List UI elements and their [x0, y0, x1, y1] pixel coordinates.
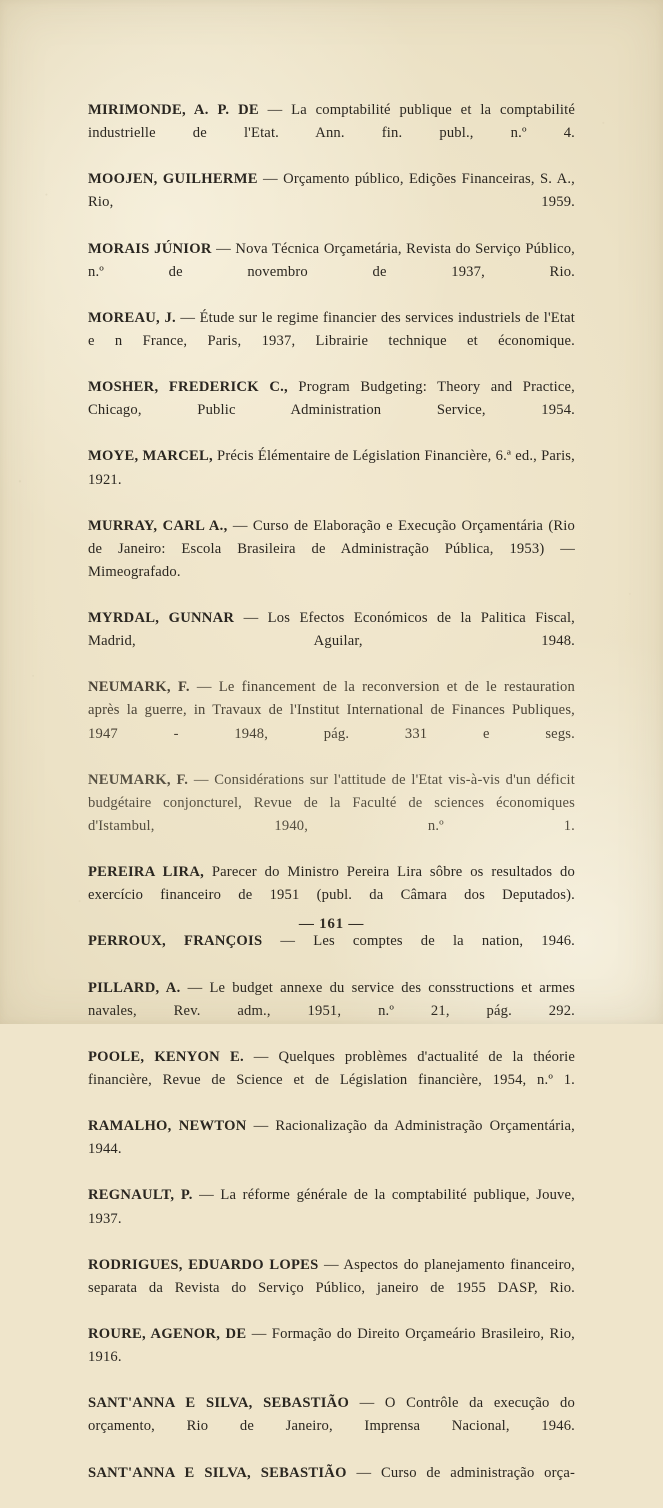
entry-reference: — La comptabilité publique et la comptabilité industrielle de l'Etat. Ann. fin. publ., n.º 4.: [88, 102, 576, 142]
bibliography-entry: [88, 1115, 575, 1184]
bibliography-entry: [88, 769, 575, 861]
entry-reference: Précis Élémentaire de Législation Financière, 6.ª ed., Paris, 1921.: [88, 448, 575, 488]
entry-author: NEUMARK, F.: [88, 771, 189, 788]
entry-author: PEREIRA LIRA,: [88, 864, 205, 881]
bibliography-entry: [88, 99, 575, 168]
entry-reference: — Curso de administração orça-: [346, 1464, 576, 1481]
entry-author: RODRIGUES, EDUARDO LOPES: [88, 1256, 319, 1273]
bibliography-entry: [88, 607, 575, 676]
entry-author: SANT'ANNA E SILVA, SEBASTIÃO: [88, 1464, 347, 1481]
entry-reference: — La réforme générale de la comptabilité publique, Jouve, 1937.: [88, 1187, 575, 1227]
entry-author: MORAIS JÚNIOR: [88, 240, 212, 257]
entry-author: POOLE, KENYON E.: [88, 1048, 244, 1065]
page-number: — 161 —: [298, 916, 365, 932]
entry-reference: — Les comptes de la nation, 1946.: [262, 933, 575, 950]
bibliography-entry: [88, 445, 575, 514]
entry-author: MOREAU, J.: [88, 309, 176, 326]
entry-reference: — Étude sur le regime financier des services industriels de l'Etat e n France, Paris, 1937, Librairie technique et économique.: [88, 309, 575, 349]
entry-author: RAMALHO, NEWTON: [88, 1118, 247, 1135]
entry-reference: Parecer do Ministro Pereira Lira sôbre os resultados do exercício financeiro de 1951 (publ. da Câmara dos Deputados).: [88, 864, 575, 904]
entry-reference: — Quelques problèmes d'actualité de la théorie financière, Revue de Science et de Législation financière, 1954, n.º 1.: [88, 1048, 575, 1088]
entry-reference: — Le budget annexe du service des consstructions et armes navales, Rev. adm., 1951, n.º 21, pág. 292.: [88, 979, 575, 1019]
entry-author: MIRIMONDE, A. P. DE: [88, 102, 259, 118]
bibliography-entry: [88, 238, 575, 307]
entry-author: REGNAULT, P.: [88, 1187, 193, 1204]
entry-author: MOOJEN, GUILHERME: [88, 171, 258, 188]
bibliography-entry: [88, 168, 575, 237]
entry-author: MYRDAL, GUNNAR: [88, 610, 235, 627]
bibliography-entry: [88, 930, 575, 976]
bibliography-entry: [88, 1392, 575, 1461]
bibliography-entry: [88, 676, 575, 768]
entry-author: PERROUX, FRANÇOIS: [88, 933, 263, 950]
entry-reference: — Nova Técnica Orçametária, Revista do Serviço Público, n.º de novembro de 1937, Rio.: [88, 240, 575, 280]
entry-reference: — Los Efectos Económicos de la Palitica Fiscal, Madrid, Aguilar, 1948.: [88, 610, 575, 650]
entry-reference: — Curso de Elaboração e Execução Orçamentária (Rio de Janeiro: Escola Brasileira de Administração Pública, 1953) — Mimeografado.: [88, 517, 575, 580]
entry-author: MOSHER, FREDERICK C.,: [88, 379, 288, 396]
entry-reference: — Formação do Direito Orçameário Brasileiro, Rio, 1916.: [88, 1325, 575, 1366]
entry-author: ROURE, AGENOR, DE: [88, 1325, 247, 1342]
entry-reference: — Considérations sur l'attitude de l'Etat vis-à-vis d'un déficit budgétaire conjoncturel, Revue de la Faculté de sciences économiques d'Istambul, 1940, n.º 1.: [88, 771, 575, 834]
entry-reference: — Aspectos do planejamento financeiro, separata da Revista do Serviço Público, janeiro de 1955 DASP, Rio.: [88, 1256, 575, 1296]
entry-author: MOYE, MARCEL,: [88, 448, 213, 465]
entry-author: PILLARD, A.: [88, 979, 181, 996]
bibliography-entry: [88, 376, 575, 445]
bibliography-entry: [88, 307, 575, 376]
entry-author: NEUMARK, F.: [88, 679, 190, 696]
entry-reference: Program Budgeting: Theory and Practice, Chicago, Public Administration Service, 1954.: [88, 379, 575, 419]
bibliography-entry: [88, 515, 575, 607]
bibliography-entry: [88, 977, 575, 1046]
bibliography-entry: [88, 1184, 575, 1253]
bibliography-entry: [88, 1462, 575, 1508]
entry-reference: — Racionalização da Administração Orçamentária, 1944.: [88, 1118, 575, 1158]
bibliography-entry: [88, 1046, 575, 1115]
entry-author: MURRAY, CARL A.,: [88, 517, 228, 534]
entry-reference: — Le financement de la reconversion et de le restauration après la guerre, in Travaux de l'Institut International de Finances Publiques, 1947 - 1948, pág. 331 e segs.: [88, 679, 575, 742]
entry-author: SANT'ANNA E SILVA, SEBASTIÃO: [88, 1395, 350, 1412]
bibliography-entry: [88, 1323, 575, 1392]
bibliography-list: [88, 99, 575, 1508]
bibliography-entry: [88, 1254, 575, 1323]
entry-reference: — Orçamento público, Edições Financeiras, S. A., Rio, 1959.: [88, 171, 575, 211]
entry-reference: — O Contrôle da execução do orçamento, Rio de Janeiro, Imprensa Nacional, 1946.: [88, 1395, 576, 1435]
